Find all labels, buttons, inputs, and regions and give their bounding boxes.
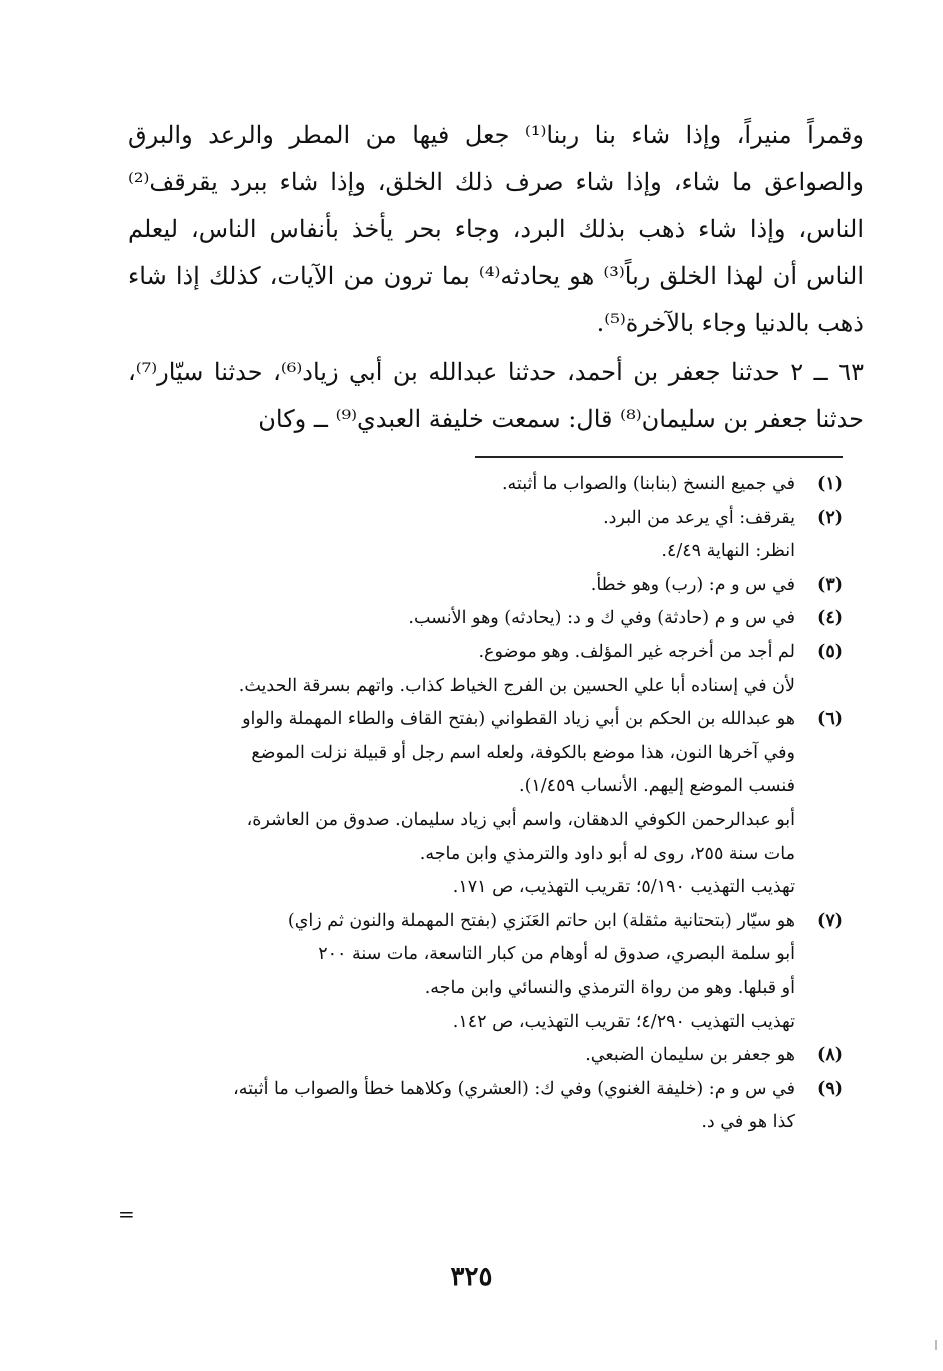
- footnote: [125, 636, 843, 703]
- hadith-paragraph: ٦٣ ــ ٢ حدثنا جعفر بن أحمد، حدثنا عبدالله بن أبي زياد⁽⁶⁾، حدثنا سيّار⁽⁷⁾، حدثنا جعفر بن سليمان⁽⁸⁾ قال: سمعت خليفة العبدي⁽⁹⁾ ــ وكان: [128, 358, 864, 433]
- footnote-line: فنسب الموضع إليهم. الأنساب ١/٤٥٩).: [519, 776, 795, 797]
- footnote-line: في س و م: (خليفة الغنوي) وفي ك: (العشري) وكلاهما خطأ والصواب ما أثبته،: [233, 1078, 795, 1099]
- footnote-line: لم أجد من أخرجه غير المؤلف. وهو موضوع.: [478, 641, 795, 662]
- footnote-number: (٣): [817, 574, 843, 595]
- footnote-line: أو قبلها. وهو من رواة الترمذي والنسائي وابن ماجه.: [424, 977, 795, 998]
- footnote: [125, 905, 843, 1039]
- scan-edge-mark: [935, 1340, 937, 1350]
- footnote-line: وفي آخرها النون، هذا موضع بالكوفة، ولعله اسم رجل أو قبيلة نزلت الموضع: [251, 742, 795, 763]
- footnote-number: (٤): [817, 608, 843, 629]
- footnote-number: (٢): [817, 507, 843, 528]
- footnotes: [125, 468, 843, 1140]
- footnote-line: في س و م (حادثة) وفي ك و د: (يحادثه) وهو الأنسب.: [408, 608, 795, 629]
- main-text: [128, 112, 864, 443]
- footnote-line: هو جعفر بن سليمان الضبعي.: [585, 1045, 795, 1066]
- footnote-separator: [475, 456, 843, 458]
- footnote-line: هو سيّار (بتحتانية مثقلة) ابن حاتم العَنَزي (بفتح المهملة والنون ثم زاي): [287, 910, 795, 931]
- footnote-line: انظر: النهاية ٤/٤٩.: [661, 541, 795, 562]
- footnote: [125, 569, 843, 603]
- footnote: [125, 602, 843, 636]
- footnote-number: (٧): [817, 910, 843, 931]
- footnote: [125, 703, 843, 905]
- footnote-line: كذا هو في د.: [701, 1112, 795, 1133]
- continuation-mark: =: [118, 1202, 135, 1226]
- page-number: ٣٢٥: [450, 1262, 493, 1292]
- footnote-number: (٨): [817, 1045, 843, 1066]
- footnote-line: مات سنة ٢٥٥، روى له أبو داود والترمذي وابن ماجه.: [419, 843, 795, 864]
- footnote: [125, 468, 843, 502]
- footnote-number: (١): [817, 474, 843, 494]
- footnote-line: أبو عبدالرحمن الكوفي الدهقان، واسم أبي زياد سليمان. صدوق من العاشرة،: [246, 809, 795, 830]
- footnote-line: هو عبدالله بن الحكم بن أبي زياد القطواني (بفتح القاف والطاء المهملة والواو: [242, 709, 795, 730]
- footnote-line: في جميع النسخ (بنابنا) والصواب ما أثبته.: [501, 474, 795, 494]
- footnote-number: (٩): [817, 1078, 843, 1099]
- footnote: [125, 1073, 843, 1140]
- footnote-number: (٦): [817, 709, 843, 730]
- main-paragraph: وقمراً منيراً، وإذا شاء بنا ربنا⁽¹⁾ جعل فيها من المطر والرعد والبرق والصواعق ما شاء، وإذا شاء صرف ذلك الخلق، وإذا شاء ببرد يقرقف⁽²⁾ الناس، وإذا شاء ذهب بذلك البرد، وجاء بحر يأخذ بأنفاس الناس، ليعلم الناس أن لهذا الخلق رباً⁽³⁾ هو يحادثه⁽⁴⁾ بما ترون من الآيات، كذلك إذا شاء ذهب بالدنيا وجاء بالآخرة⁽⁵⁾.: [128, 121, 864, 337]
- footnote-number: (٥): [817, 641, 843, 662]
- footnote-line: أبو سلمة البصري، صدوق له أوهام من كبار التاسعة، مات سنة ٢٠٠: [318, 944, 795, 965]
- footnote-line: لأن في إسناده أبا علي الحسين بن الفرج الخياط كذاب. واتهم بسرقة الحديث.: [238, 675, 795, 696]
- footnote-line: في س و م: (رب) وهو خطأ.: [590, 574, 795, 595]
- footnote: [125, 1039, 843, 1073]
- footnote-line: يقرقف: أي يرعد من البرد.: [603, 507, 795, 528]
- footnote-line: تهذيب التهذيب ٤/٢٩٠؛ تقريب التهذيب، ص ١٤٢.: [452, 1011, 795, 1032]
- footnote-line: تهذيب التهذيب ٥/١٩٠؛ تقريب التهذيب، ص ١٧١.: [452, 877, 795, 898]
- footnote: [125, 502, 843, 569]
